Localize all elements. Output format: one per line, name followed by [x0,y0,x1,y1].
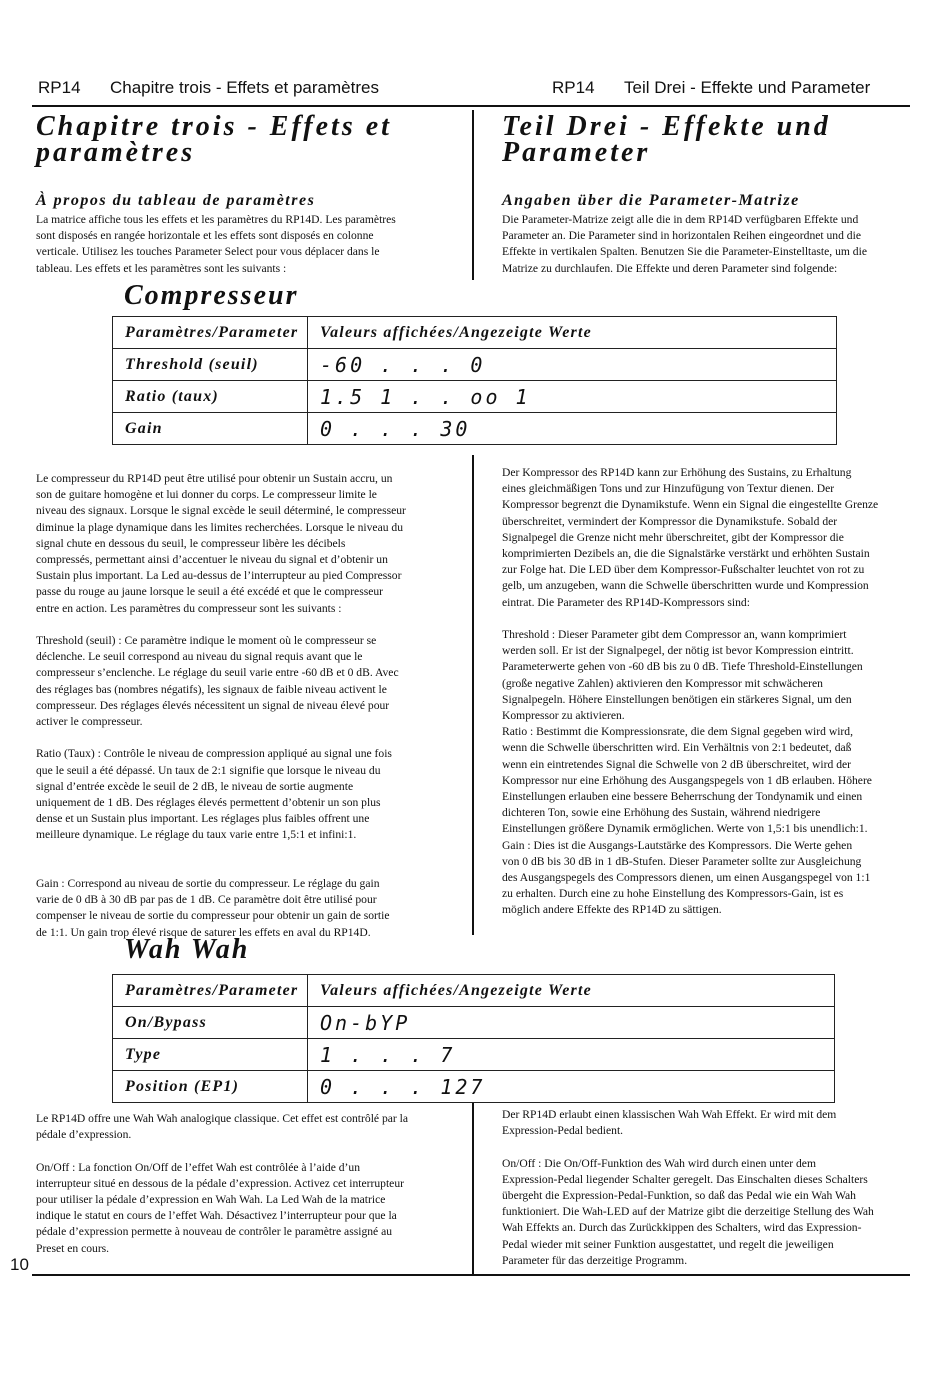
page-number: 10 [10,1255,29,1274]
param-value-display: -60 . . . 0 [308,349,837,381]
param-name: On/Bypass [113,1007,308,1039]
param-value-display: 0 . . . 127 [308,1071,835,1103]
compressor-title: Compresseur [124,280,299,311]
wah-title: Wah Wah [124,934,250,965]
chapter-title-de: Teil Drei - Effekte und Parameter [502,111,831,168]
param-value-display: 0 . . . 30 [308,413,837,445]
param-name: Ratio (taux) [113,381,308,413]
footer-rule [32,1274,910,1276]
value-column-header: Valeurs affichées/Angezeigte Werte [308,975,835,1007]
param-name: Type [113,1039,308,1071]
param-value-display: On-bYP [308,1007,835,1039]
intro-heading-de: Angaben über die Parameter-Matrize [502,192,800,209]
table-header-row [113,317,837,349]
wah-text-de: Der RP14D erlaubt einen klassischen Wah Wah Effekt. Er wird mit dem Expression-Pedal bedient. On/Off : Die On/Off-Funktion des Wah wird durch einen unter dem Expression-Pedal liegender Schalter geregelt. Das Einschalten dieses Schalters übergeht die Expression-Pedal-Funktion, so daß das Pedal wie ein Wah Wah funktioniert. Die Wah-LED auf der Matrize gibt die derzeitige Stellung des Wah Wah Effekts an. Durch das Zurückkippen des Schalters, wird das Expression- Pedal wieder mit seiner Funktion ausgestattet, und regelt die jeweiligen Parameter für das derzeitige Programm. [502,1108,874,1267]
table-row [113,1007,835,1039]
wah-parameter-table [112,974,835,1103]
param-name: Gain [113,413,308,445]
intro-text-de: Die Parameter-Matrize zeigt alle die in dem RP14D verfügbaren Effekte und Parameter an. Die Parameter sind in horizontalen Reihen eingeordnet und die Effekte in vertikalen Spalten. Benutzen Sie die Parameter-Einstelltaste, um die Matrize zu durchlaufen. Die Effekte und deren Parameter sind folgende: [502,213,867,275]
table-row [113,413,837,445]
column-divider-compressor [472,455,474,935]
table-header-row [113,975,835,1007]
table-row [113,1071,835,1103]
column-divider-wah [472,1103,474,1275]
table-row [113,381,837,413]
header-left-model: RP14 [38,78,81,97]
column-divider-top [472,110,474,280]
wah-text-fr: Le RP14D offre une Wah Wah analogique classique. Cet effet est contrôlé par la pédale d’expression. On/Off : La fonction On/Off de l’effet Wah est contrôlée à l’aide d’un interrupteur situé en dessous de la pédale d’expression. Activez cet interrupteur pour utiliser la pédale d’expression en Wah Wah. La Led Wah de la matrice indique le statut en cours de l’effet Wah. Désactivez l’interrupteur pour que la pédale d’expression permette à nouveau de contrôler le paramètre assigné au Preset en cours. [36,1112,409,1255]
param-column-header: Paramètres/Parameter [113,317,308,349]
param-value-display: 1 . . . 7 [308,1039,835,1071]
table-row [113,1039,835,1071]
header-right-model: RP14 [552,78,595,97]
chapter-title-fr: Chapitre trois - Effets et paramètres [36,111,392,168]
param-name: Threshold (seuil) [113,349,308,381]
intro-heading-fr: À propos du tableau de paramètres [36,192,316,209]
param-value-display: 1.5 1 . . oo 1 [308,381,837,413]
compressor-parameter-table [112,316,837,445]
value-column-header: Valeurs affichées/Angezeigte Werte [308,317,837,349]
intro-text-fr: La matrice affiche tous les effets et les paramètres du RP14D. Les paramètres sont disposés en rangée horizontale et les effets sont disposés en colonne verticale. Utilisez les touches Parameter Select pour vous déplacer dans le tableau. Les effets et les paramètres sont les suivants : [36,213,396,275]
header-right-title: Teil Drei - Effekte und Parameter [624,78,871,97]
header-rule [32,105,910,107]
compressor-text-fr: Le compresseur du RP14D peut être utilisé pour obtenir un Sustain accru, un son de guitare homogène et lui donner du corps. Le compresseur limite le niveau des signaux. Lorsque le signal excède le seuil déterminé, le compresseur diminue la plage dynamique dans les limites recherchées. Lorsque le niveau du signal chute en dessous du seuil, le compresseur libère les décibels compressés, permettant ainsi d’accentuer le niveau du signal et d’obtenir un Sustain plus important. La Led au-dessus de l’interrupteur au pied Compressor passe du rouge au jaune lorsque le seuil a été excédé et que le compresseur entre en action. Les paramètres du compresseur sont les suivants : Threshold (seuil) : Ce paramètre indique le moment où le compresseur se déclenche. Le seuil correspond au niveau du signal requis avant que le compresseur s’enclenche. Le réglage du seuil varie entre -60 dB et 0 dB. Avec des réglages bas (nombres négatifs), les signaux de faible niveau activent le compresseur. Des réglages élevés nécessitent un signal de niveau élevé pour activer le compresseur. Ratio (Taux) : Contrôle le niveau de compression appliqué au signal une fois que le seuil a été dépassé. Un taux de 2:1 signifie que lorsque le niveau du signal d’entrée excède le seuil de 2 dB, le niveau de sortie augmente uniquement de 1 dB. Des réglages élevés permettent d’obtenir un son plus dense et un Sustain plus important. Les réglages plus faibles offrent une meilleure dynamique. Le réglage du taux varie entre 1,5:1 et infini:1. Gain : Correspond au niveau de sortie du compresseur. Le réglage du gain varie de 0 dB à 30 dB par pas de 1 dB. Ce paramètre doit être utilisé pour compenser le niveau de sortie du compresseur pour obtenir un gain de sortie de 1:1. Un gain trop élevé risque de saturer les effets en aval du RP14D. [36,472,406,939]
compressor-text-de: Der Kompressor des RP14D kann zur Erhöhung des Sustains, zu Erhaltung eines gleichmäßigen Tons und zur Hinzufügung von Textur dienen. Der Kompressor begrenzt die Dynamikstufe. Wenn ein Signal die eingestellte Grenze überschreitet, vermindert der Kompressor die Dynamikstufe. Sobald der Signalpegel die Grenze nicht mehr überschreitet, gibt der Kompressor die komprimierten Dezibels an, die die Signalstärke verstärkt und erhöhten Sustain zur Folge hat. Die LED über dem Kompressor-Fußschalter leuchtet von rot zu gelb, um anzugeben, wann die Schwelle überschritten wurde und Kompression eintrat. Die Parameter des RP14D-Kompressors sind: Threshold : Dieser Parameter gibt dem Compressor an, wann komprimiert werden soll. Er ist der Signalpegel, der nötig ist bevor Kompression eintritt. Parameterwerte gehen von -60 dB bis zu 0 dB. Tiefe Threshold-Einstellungen (große negative Zahlen) aktivieren den Kompressor mit schwächeren Signalpegeln. Höhere Einstellungen benötigen ein stärkeres Signal, um den Kompressor zu aktivieren. Ratio : Bestimmt die Kompressionsrate, die dem Signal gegeben wird wird, wenn die Schwelle überschritten wird. Ein Verhältnis von 2:1 bedeutet, daß wenn ein eintretendes Signal die Schwelle von 2 dB überschreitet, wird der Kompressor nur eine Erhöhung des Ausgangspegels von 1 dB erlauben. Höhere Einstellungen erlauben eine bessere Beherrschung der Tondynamik und einen dichteren Ton, sowie eine Erhöhung des Sustain, während niedrigere Einstellungen größere Dynamik ermöglichen. Werte von 1,5:1 bis unendlich:1. Gain : Dies ist die Ausgangs-Lautstärke des Kompressors. Die Werte gehen von 0 dB bis 30 dB in 1 dB-Stufen. Dieser Parameter sollte zur Ausgleichung des Ausgangspegels des Compressors dienen, um einen Ausgangspegel von 1:1 zu erhalten. Durch eine zu hohe Einstellung des Kompressors-Gain, ist es möglich andere Effekte des RP14D zu sättigen. [502,466,879,917]
header-left-title: Chapitre trois - Effets et paramètres [110,78,379,97]
param-name: Position (EP1) [113,1071,308,1103]
table-row [113,349,837,381]
param-column-header: Paramètres/Parameter [113,975,308,1007]
